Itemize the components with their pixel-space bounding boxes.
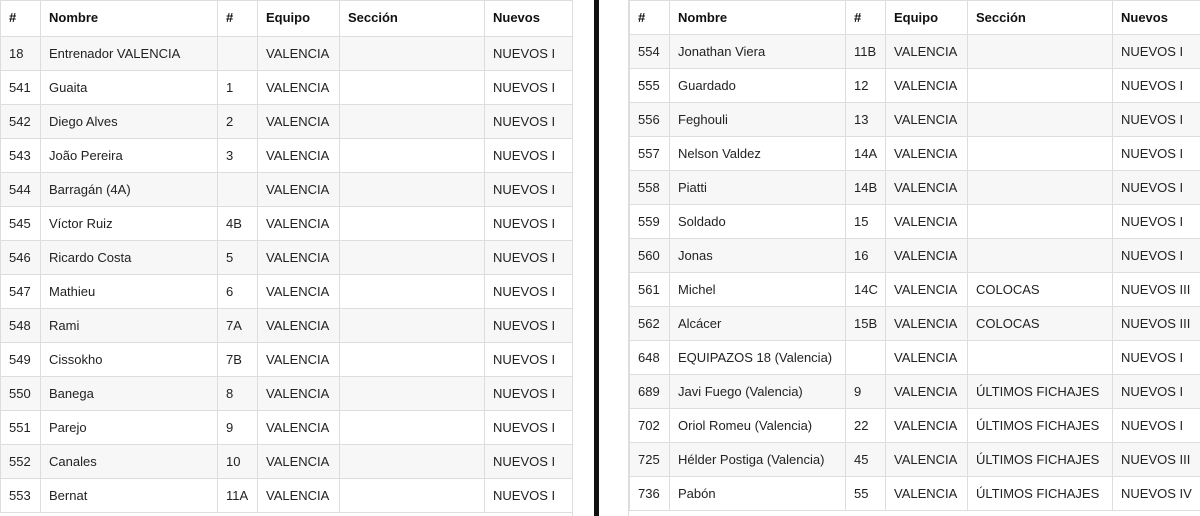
cell-section: ÚLTIMOS FICHAJES <box>968 443 1113 477</box>
right-table-body <box>630 35 1200 511</box>
cell-nuevos: NUEVOS I <box>485 139 573 173</box>
cell-number: 550 <box>1 377 41 411</box>
cell-name: Jonas <box>670 239 846 273</box>
cell-section: ÚLTIMOS FICHAJES <box>968 409 1113 443</box>
cell-section <box>340 139 485 173</box>
cell-nuevos: NUEVOS I <box>1113 137 1200 171</box>
cell-nuevos: NUEVOS III <box>1113 307 1200 341</box>
cell-number: 559 <box>630 205 670 239</box>
cell-team: VALENCIA <box>258 309 340 343</box>
table-row[interactable] <box>630 409 1200 443</box>
table-row[interactable] <box>1 309 573 343</box>
cell-number: 560 <box>630 239 670 273</box>
cell-nuevos: NUEVOS I <box>1113 409 1200 443</box>
cell-name: EQUIPAZOS 18 (Valencia) <box>670 341 846 375</box>
cell-nuevos: NUEVOS I <box>1113 103 1200 137</box>
cell-sticker-number: 7B <box>218 343 258 377</box>
cell-number: 725 <box>630 443 670 477</box>
cell-team: VALENCIA <box>258 445 340 479</box>
cell-number: 553 <box>1 479 41 513</box>
cell-section <box>340 173 485 207</box>
cell-name: Diego Alves <box>41 105 218 139</box>
cell-sticker-number: 55 <box>846 477 886 511</box>
cell-nuevos: NUEVOS IV <box>1113 477 1200 511</box>
table-row[interactable] <box>1 275 573 309</box>
cell-name: João Pereira <box>41 139 218 173</box>
cell-sticker-number <box>846 341 886 375</box>
cell-number: 702 <box>630 409 670 443</box>
cell-team: VALENCIA <box>886 477 968 511</box>
cell-sticker-number: 9 <box>846 375 886 409</box>
cell-name: Michel <box>670 273 846 307</box>
cell-team: VALENCIA <box>258 275 340 309</box>
cell-name: Rami <box>41 309 218 343</box>
cell-team: VALENCIA <box>886 273 968 307</box>
cell-sticker-number: 45 <box>846 443 886 477</box>
column-header-team[interactable]: Equipo <box>886 1 968 35</box>
cell-sticker-number: 1 <box>218 71 258 105</box>
cell-sticker-number: 3 <box>218 139 258 173</box>
cell-nuevos: NUEVOS I <box>485 445 573 479</box>
cell-sticker-number: 5 <box>218 241 258 275</box>
cell-name: Feghouli <box>670 103 846 137</box>
cell-section <box>340 411 485 445</box>
cell-name: Javi Fuego (Valencia) <box>670 375 846 409</box>
cell-number: 545 <box>1 207 41 241</box>
cell-team: VALENCIA <box>886 205 968 239</box>
cell-number: 554 <box>630 35 670 69</box>
cell-team: VALENCIA <box>258 241 340 275</box>
table-row[interactable] <box>1 105 573 139</box>
cell-team: VALENCIA <box>886 137 968 171</box>
cell-section <box>968 35 1113 69</box>
cell-name: Pabón <box>670 477 846 511</box>
table-row[interactable] <box>1 173 573 207</box>
cell-section <box>340 309 485 343</box>
cell-section <box>340 241 485 275</box>
cell-team: VALENCIA <box>258 479 340 513</box>
cell-section <box>968 171 1113 205</box>
cell-team: VALENCIA <box>258 139 340 173</box>
table-row[interactable] <box>630 35 1200 69</box>
cell-team: VALENCIA <box>886 239 968 273</box>
cell-number: 558 <box>630 171 670 205</box>
table-row[interactable] <box>630 375 1200 409</box>
column-header-name[interactable]: Nombre <box>41 1 218 37</box>
table-row[interactable] <box>1 37 573 71</box>
cell-name: Cissokho <box>41 343 218 377</box>
cell-nuevos: NUEVOS I <box>485 309 573 343</box>
cell-section <box>340 445 485 479</box>
cell-nuevos: NUEVOS I <box>1113 239 1200 273</box>
column-header-sticker-number[interactable]: # <box>218 1 258 37</box>
right-table-panel <box>628 0 1200 516</box>
right-sticker-table <box>629 0 1200 511</box>
cell-nuevos: NUEVOS I <box>485 411 573 445</box>
cell-team: VALENCIA <box>258 207 340 241</box>
column-header-sticker-number[interactable]: # <box>846 1 886 35</box>
table-row[interactable] <box>1 343 573 377</box>
column-header-number[interactable]: # <box>1 1 41 37</box>
cell-team: VALENCIA <box>886 375 968 409</box>
column-header-team[interactable]: Equipo <box>258 1 340 37</box>
cell-team: VALENCIA <box>886 307 968 341</box>
cell-sticker-number: 14C <box>846 273 886 307</box>
cell-section <box>340 275 485 309</box>
table-row[interactable] <box>630 443 1200 477</box>
cell-section <box>340 377 485 411</box>
table-row[interactable] <box>1 445 573 479</box>
column-header-section[interactable]: Sección <box>968 1 1113 35</box>
cell-team: VALENCIA <box>886 443 968 477</box>
table-row[interactable] <box>1 207 573 241</box>
table-row[interactable] <box>630 477 1200 511</box>
column-header-section[interactable]: Sección <box>340 1 485 37</box>
cell-sticker-number: 15 <box>846 205 886 239</box>
column-header-nuevos[interactable]: Nuevos <box>1113 1 1200 35</box>
panel-divider <box>594 0 599 516</box>
table-header-row <box>630 1 1200 35</box>
cell-number: 736 <box>630 477 670 511</box>
cell-number: 546 <box>1 241 41 275</box>
cell-nuevos: NUEVOS I <box>485 343 573 377</box>
cell-team: VALENCIA <box>886 409 968 443</box>
cell-sticker-number: 9 <box>218 411 258 445</box>
cell-section: COLOCAS <box>968 307 1113 341</box>
cell-sticker-number: 14A <box>846 137 886 171</box>
cell-section <box>340 105 485 139</box>
cell-number: 648 <box>630 341 670 375</box>
cell-nuevos: NUEVOS I <box>1113 341 1200 375</box>
cell-sticker-number: 8 <box>218 377 258 411</box>
table-row[interactable] <box>630 171 1200 205</box>
cell-number: 552 <box>1 445 41 479</box>
cell-team: VALENCIA <box>886 171 968 205</box>
cell-name: Alcácer <box>670 307 846 341</box>
cell-sticker-number: 16 <box>846 239 886 273</box>
cell-team: VALENCIA <box>886 341 968 375</box>
cell-number: 551 <box>1 411 41 445</box>
table-row[interactable] <box>630 239 1200 273</box>
cell-number: 548 <box>1 309 41 343</box>
cell-name: Mathieu <box>41 275 218 309</box>
cell-nuevos: NUEVOS I <box>1113 171 1200 205</box>
table-row[interactable] <box>630 273 1200 307</box>
cell-section <box>968 103 1113 137</box>
cell-nuevos: NUEVOS I <box>485 479 573 513</box>
table-row[interactable] <box>630 69 1200 103</box>
cell-name: Víctor Ruiz <box>41 207 218 241</box>
cell-sticker-number: 12 <box>846 69 886 103</box>
cell-sticker-number <box>218 173 258 207</box>
table-row[interactable] <box>1 139 573 173</box>
cell-team: VALENCIA <box>258 37 340 71</box>
cell-number: 562 <box>630 307 670 341</box>
cell-number: 547 <box>1 275 41 309</box>
cell-sticker-number: 14B <box>846 171 886 205</box>
cell-section <box>968 239 1113 273</box>
cell-nuevos: NUEVOS I <box>485 173 573 207</box>
cell-sticker-number: 4B <box>218 207 258 241</box>
table-row[interactable] <box>1 411 573 445</box>
cell-team: VALENCIA <box>258 377 340 411</box>
cell-number: 556 <box>630 103 670 137</box>
cell-name: Banega <box>41 377 218 411</box>
table-row[interactable] <box>1 241 573 275</box>
cell-section <box>968 69 1113 103</box>
cell-nuevos: NUEVOS I <box>485 105 573 139</box>
cell-team: VALENCIA <box>258 173 340 207</box>
cell-number: 555 <box>630 69 670 103</box>
cell-sticker-number: 7A <box>218 309 258 343</box>
left-table-panel <box>0 0 573 516</box>
cell-sticker-number: 13 <box>846 103 886 137</box>
cell-sticker-number: 22 <box>846 409 886 443</box>
cell-name: Soldado <box>670 205 846 239</box>
cell-sticker-number: 2 <box>218 105 258 139</box>
cell-name: Oriol Romeu (Valencia) <box>670 409 846 443</box>
cell-name: Piatti <box>670 171 846 205</box>
cell-team: VALENCIA <box>886 69 968 103</box>
table-header-row <box>1 1 573 37</box>
cell-section <box>968 137 1113 171</box>
left-sticker-table <box>0 0 573 513</box>
cell-nuevos: NUEVOS I <box>485 241 573 275</box>
cell-number: 543 <box>1 139 41 173</box>
column-header-number[interactable]: # <box>630 1 670 35</box>
cell-name: Guaita <box>41 71 218 105</box>
cell-section <box>340 479 485 513</box>
cell-team: VALENCIA <box>886 103 968 137</box>
table-row[interactable] <box>1 377 573 411</box>
table-row[interactable] <box>630 103 1200 137</box>
cell-team: VALENCIA <box>258 71 340 105</box>
cell-section <box>340 71 485 105</box>
cell-number: 689 <box>630 375 670 409</box>
cell-number: 557 <box>630 137 670 171</box>
cell-name: Jonathan Viera <box>670 35 846 69</box>
cell-sticker-number: 6 <box>218 275 258 309</box>
cell-section <box>968 341 1113 375</box>
cell-nuevos: NUEVOS I <box>485 207 573 241</box>
table-row[interactable] <box>630 307 1200 341</box>
cell-sticker-number: 15B <box>846 307 886 341</box>
cell-name: Guardado <box>670 69 846 103</box>
table-row[interactable] <box>630 137 1200 171</box>
left-table-body <box>1 37 573 513</box>
cell-section <box>340 343 485 377</box>
cell-nuevos: NUEVOS III <box>1113 443 1200 477</box>
table-row[interactable] <box>1 479 573 513</box>
cell-sticker-number <box>218 37 258 71</box>
column-header-name[interactable]: Nombre <box>670 1 846 35</box>
cell-nuevos: NUEVOS I <box>485 37 573 71</box>
cell-sticker-number: 10 <box>218 445 258 479</box>
cell-nuevos: NUEVOS I <box>1113 35 1200 69</box>
cell-section: ÚLTIMOS FICHAJES <box>968 375 1113 409</box>
cell-name: Barragán (4A) <box>41 173 218 207</box>
cell-section <box>340 207 485 241</box>
cell-nuevos: NUEVOS I <box>485 275 573 309</box>
cell-section: ÚLTIMOS FICHAJES <box>968 477 1113 511</box>
cell-number: 542 <box>1 105 41 139</box>
cell-name: Canales <box>41 445 218 479</box>
cell-team: VALENCIA <box>258 411 340 445</box>
cell-name: Hélder Postiga (Valencia) <box>670 443 846 477</box>
cell-number: 541 <box>1 71 41 105</box>
cell-sticker-number: 11B <box>846 35 886 69</box>
cell-team: VALENCIA <box>258 105 340 139</box>
cell-name: Parejo <box>41 411 218 445</box>
cell-sticker-number: 11A <box>218 479 258 513</box>
table-row[interactable] <box>630 341 1200 375</box>
cell-nuevos: NUEVOS I <box>485 377 573 411</box>
cell-nuevos: NUEVOS I <box>1113 69 1200 103</box>
cell-number: 18 <box>1 37 41 71</box>
cell-team: VALENCIA <box>886 35 968 69</box>
cell-section <box>968 205 1113 239</box>
column-header-nuevos[interactable]: Nuevos <box>485 1 573 37</box>
table-row[interactable] <box>1 71 573 105</box>
cell-number: 549 <box>1 343 41 377</box>
table-row[interactable] <box>630 205 1200 239</box>
cell-section: COLOCAS <box>968 273 1113 307</box>
cell-nuevos: NUEVOS I <box>1113 205 1200 239</box>
cell-nuevos: NUEVOS III <box>1113 273 1200 307</box>
cell-name: Nelson Valdez <box>670 137 846 171</box>
cell-nuevos: NUEVOS I <box>485 71 573 105</box>
cell-number: 544 <box>1 173 41 207</box>
cell-number: 561 <box>630 273 670 307</box>
cell-nuevos: NUEVOS I <box>1113 375 1200 409</box>
cell-name: Bernat <box>41 479 218 513</box>
cell-name: Ricardo Costa <box>41 241 218 275</box>
cell-team: VALENCIA <box>258 343 340 377</box>
cell-section <box>340 37 485 71</box>
cell-name: Entrenador VALENCIA <box>41 37 218 71</box>
